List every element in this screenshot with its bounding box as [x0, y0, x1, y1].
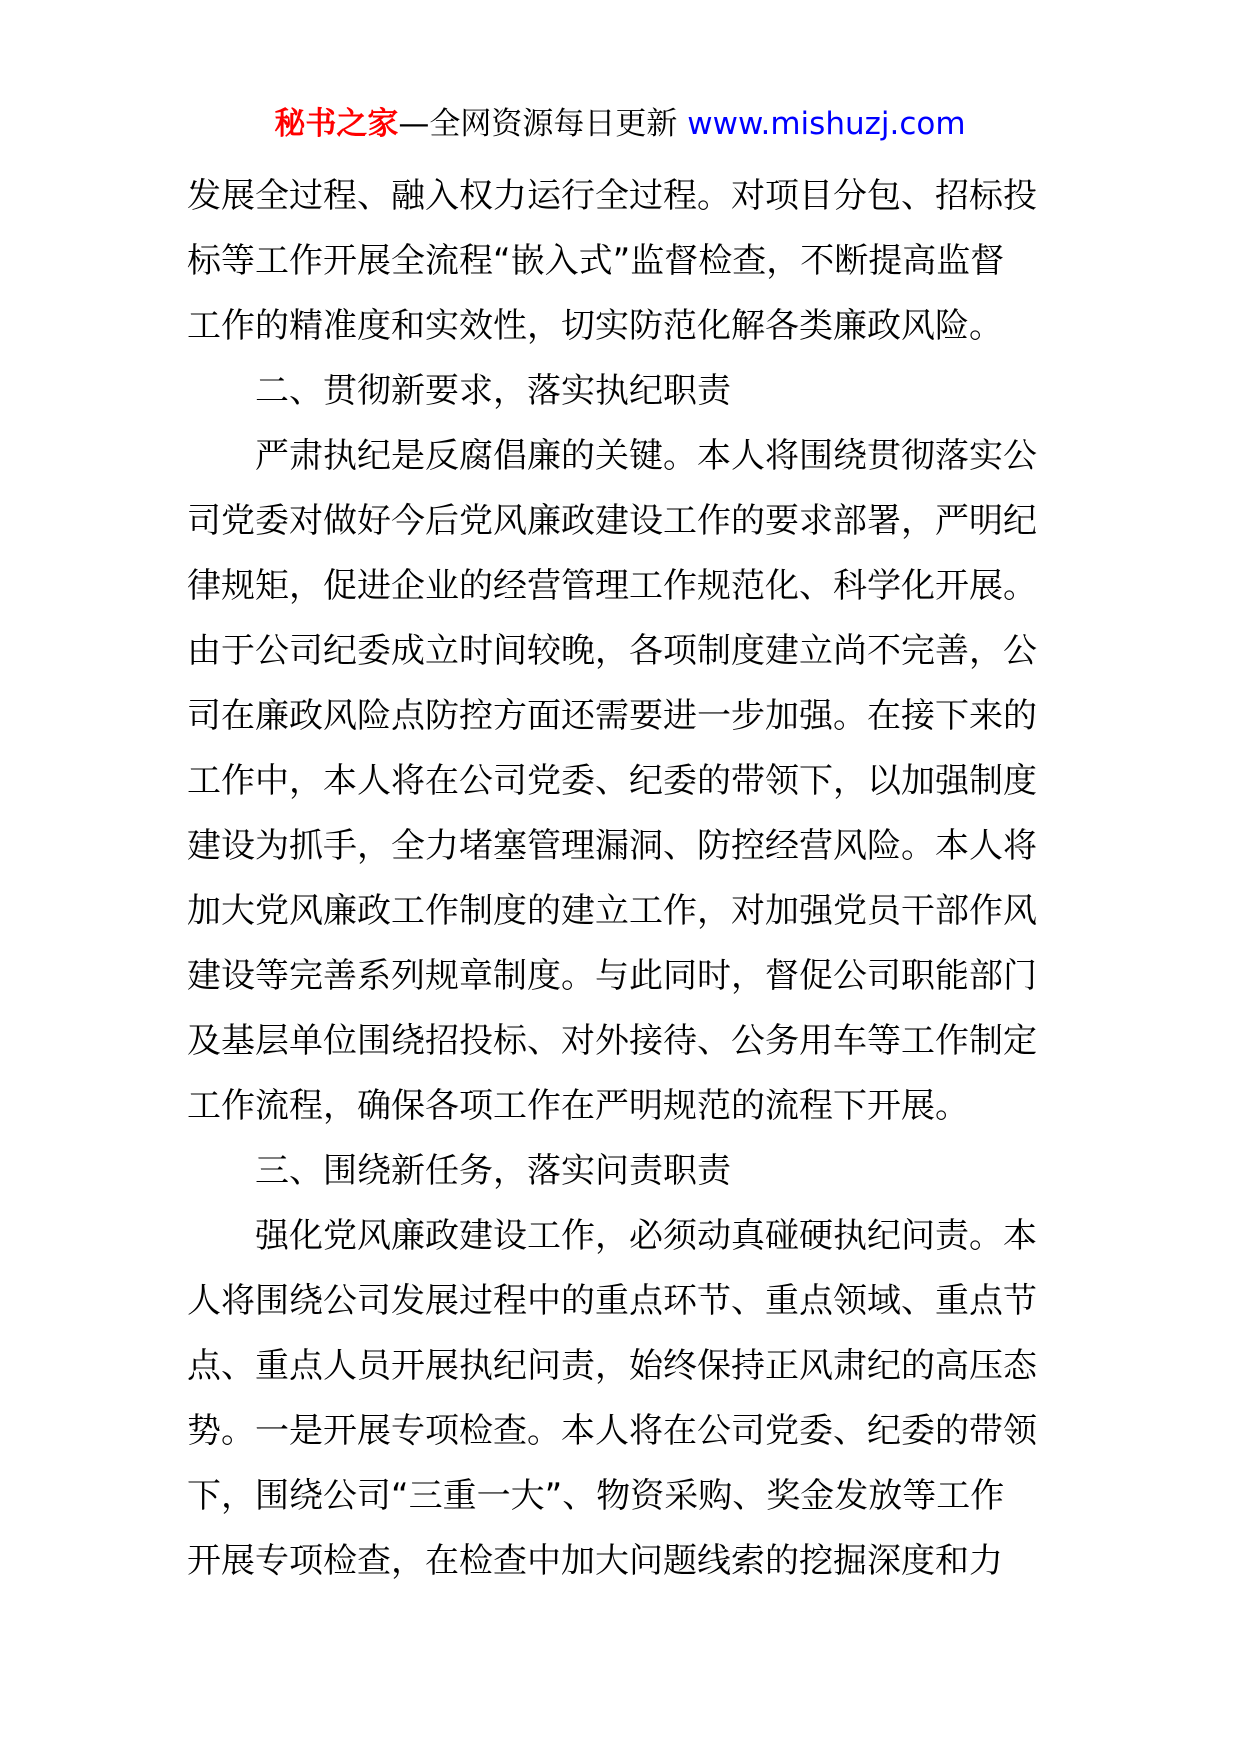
- text-line: 司在廉政风险点防控方面还需要进一步加强。在接下来的: [187, 696, 1037, 736]
- text-line: 开展专项检查，在检查中加大问题线索的挖掘深度和力: [187, 1541, 1003, 1581]
- text-line: 下，围绕公司“三重一大”、物资采购、奖金发放等工作: [187, 1476, 1005, 1516]
- text-line: 加大党风廉政工作制度的建立工作，对加强党员干部作风: [187, 891, 1037, 931]
- text-line: 建设等完善系列规章制度。与此同时，督促公司职能部门: [187, 956, 1037, 996]
- text-line: 势。一是开展专项检查。本人将在公司党委、纪委的带领: [187, 1411, 1037, 1451]
- text-line: 及基层单位围绕招投标、对外接待、公务用车等工作制定: [187, 1021, 1037, 1061]
- text-line: 发展全过程、融入权力运行全过程。对项目分包、招标投: [187, 176, 1037, 216]
- text-line: 二、贯彻新要求，落实执纪职责: [255, 371, 731, 411]
- text-line: 标等工作开展全流程“嵌入式”监督检查，不断提高监督: [187, 241, 1005, 281]
- text-line: 工作的精准度和实效性，切实防范化解各类廉政风险。: [187, 306, 1003, 346]
- site-url-link[interactable]: www.mishuzj.com: [687, 106, 966, 142]
- text-line: 工作流程，确保各项工作在严明规范的流程下开展。: [187, 1086, 969, 1126]
- text-line: 严肃执纪是反腐倡廉的关键。本人将围绕贯彻落实公: [255, 436, 1037, 476]
- text-line: 人将围绕公司发展过程中的重点环节、重点领域、重点节: [187, 1281, 1037, 1321]
- text-line: 由于公司纪委成立时间较晚，各项制度建立尚不完善，公: [187, 631, 1037, 671]
- text-line: 建设为抓手，全力堵塞管理漏洞、防控经营风险。本人将: [187, 826, 1037, 866]
- text-line: 三、围绕新任务，落实问责职责: [255, 1151, 731, 1191]
- brand-name: 秘书之家: [274, 106, 399, 142]
- text-line: 强化党风廉政建设工作，必须动真碰硬执纪问责。本: [255, 1216, 1037, 1256]
- text-line: 律规矩，促进企业的经营管理工作规范化、科学化开展。: [187, 566, 1037, 606]
- text-line: 司党委对做好今后党风廉政建设工作的要求部署，严明纪: [187, 501, 1037, 541]
- site-header: [0, 100, 1240, 148]
- document-body: [187, 164, 1047, 1594]
- text-line: 工作中，本人将在公司党委、纪委的带领下，以加强制度: [187, 761, 1037, 801]
- text-line: 点、重点人员开展执纪问责，始终保持正风肃纪的高压态: [187, 1346, 1037, 1386]
- header-tagline: —全网资源每日更新: [398, 106, 688, 142]
